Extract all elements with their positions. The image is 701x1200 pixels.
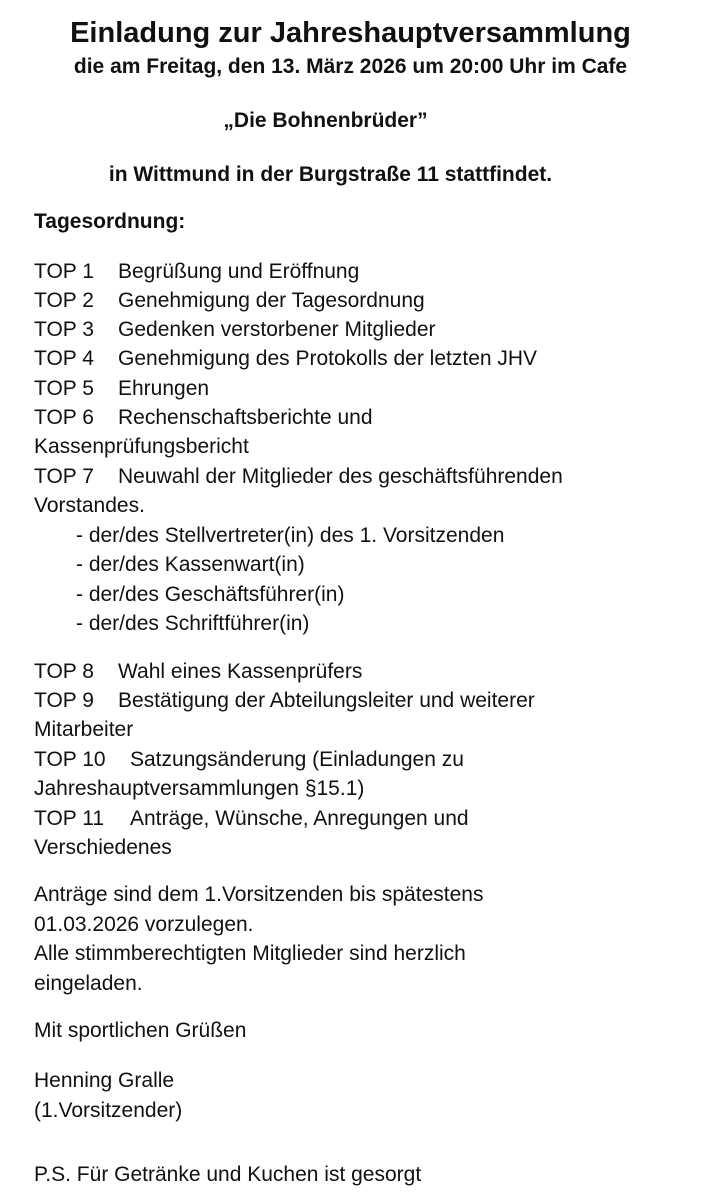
agenda-item-number: TOP 7 <box>34 465 94 488</box>
agenda-item-number: TOP 1 <box>34 260 94 283</box>
agenda-item-text: Satzungsänderung (Einladungen zu <box>130 748 464 771</box>
agenda-item-top5 <box>34 378 209 399</box>
agenda-item-number: TOP 3 <box>34 318 94 341</box>
motion-deadline-text: Anträge sind dem 1.Vorsitzenden bis spätestens <box>34 883 484 906</box>
agenda-item-text: Anträge, Wünsche, Anregungen und <box>130 807 469 830</box>
agenda-item-top9 <box>34 690 535 711</box>
agenda-item-top9-continuation: Mitarbeiter <box>34 718 134 741</box>
agenda-item-text: Genehmigung der Tagesordnung <box>118 289 425 312</box>
agenda-item-top1 <box>34 261 359 282</box>
agenda-item-number: TOP 9 <box>34 689 94 712</box>
agenda-heading: Tagesordnung: <box>34 210 186 233</box>
agenda-item-number: TOP 11 <box>34 807 105 830</box>
agenda-item-top7 <box>34 466 563 487</box>
agenda-item-top8 <box>34 661 362 682</box>
board-position-item: - der/des Kassenwart(in) <box>76 553 305 576</box>
agenda-item-top6-continuation: Kassenprüfungsbericht <box>34 435 249 458</box>
agenda-item-top7-continuation: Vorstandes. <box>34 494 145 517</box>
agenda-item-number: TOP 2 <box>34 289 94 312</box>
signatory-name: Henning Gralle <box>34 1069 175 1092</box>
agenda-item-top11-continuation: Verschiedenes <box>34 836 172 859</box>
agenda-item-top11 <box>34 808 469 829</box>
agenda-item-text: Genehmigung des Protokolls der letzten JHV <box>118 347 538 370</box>
motion-deadline-date: 01.03.2026 vorzulegen. <box>34 913 254 936</box>
agenda-item-text: Neuwahl der Mitglieder des geschäftsführenden <box>118 465 563 488</box>
agenda-item-top10-continuation: Jahreshauptversammlungen §15.1) <box>34 777 365 800</box>
signatory-role: (1.Vorsitzender) <box>34 1099 183 1122</box>
agenda-item-text: Begrüßung und Eröffnung <box>118 260 360 283</box>
agenda-item-number: TOP 8 <box>34 660 94 683</box>
agenda-item-number: TOP 10 <box>34 748 106 771</box>
agenda-item-text: Rechenschaftsberichte und <box>118 406 373 429</box>
agenda-item-text: Wahl eines Kassenprüfers <box>118 660 363 683</box>
agenda-item-top6 <box>34 407 373 428</box>
document-title: Einladung zur Jahreshauptversammlung <box>70 17 631 49</box>
board-position-item: - der/des Geschäftsführer(in) <box>76 583 345 606</box>
cafe-name: „Die Bohnenbrüder” <box>223 109 428 132</box>
agenda-item-number: TOP 6 <box>34 406 94 429</box>
agenda-item-number: TOP 4 <box>34 347 94 370</box>
board-position-item: - der/des Schriftführer(in) <box>76 612 310 635</box>
agenda-item-text: Gedenken verstorbener Mitglieder <box>118 318 436 341</box>
board-position-item: - der/des Stellvertreter(in) des 1. Vorsitzenden <box>76 524 505 547</box>
agenda-item-text: Ehrungen <box>118 377 210 400</box>
invitation-note-continuation: eingeladen. <box>34 972 143 995</box>
invitation-note: Alle stimmberechtigten Mitglieder sind herzlich <box>34 942 466 965</box>
event-location: in Wittmund in der Burgstraße 11 stattfindet. <box>108 163 553 186</box>
agenda-item-number: TOP 5 <box>34 377 94 400</box>
agenda-item-top4 <box>34 348 537 369</box>
postscript: P.S. Für Getränke und Kuchen ist gesorgt <box>34 1163 422 1186</box>
agenda-item-top10 <box>34 749 464 770</box>
event-date-line: die am Freitag, den 13. März 2026 um 20:00 Uhr im Cafe <box>73 55 628 78</box>
agenda-item-text: Bestätigung der Abteilungsleiter und weiterer <box>118 689 535 712</box>
closing-greeting: Mit sportlichen Grüßen <box>34 1019 247 1042</box>
agenda-item-top3 <box>34 319 436 340</box>
agenda-item-top2 <box>34 290 425 311</box>
